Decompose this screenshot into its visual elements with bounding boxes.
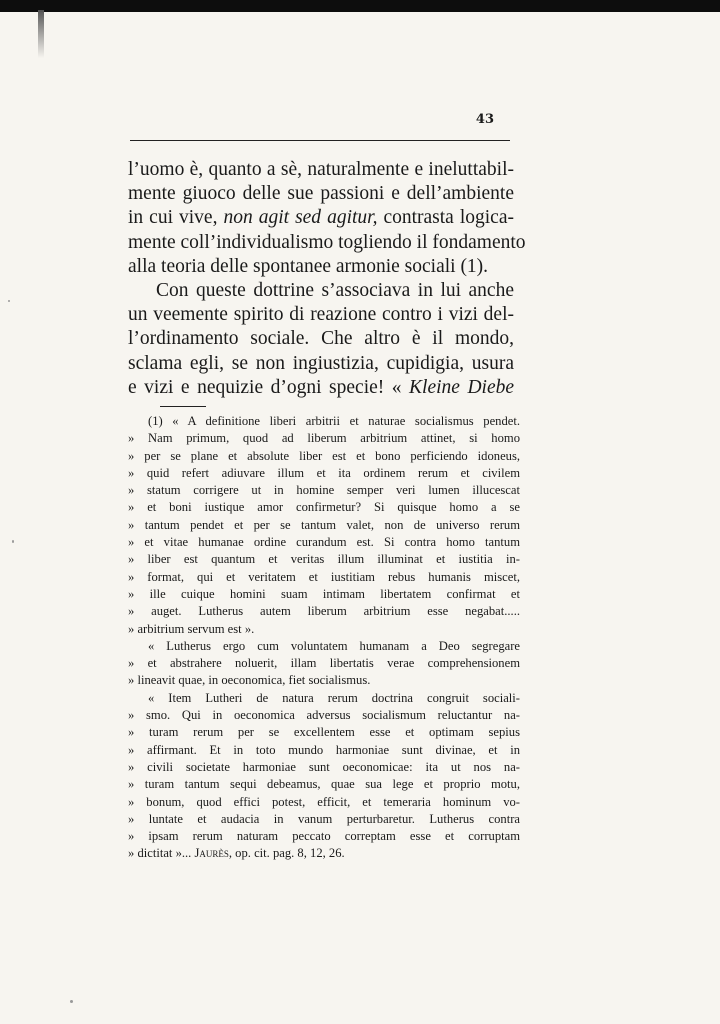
footnote-line: » arbitrium servum est ». — [128, 621, 255, 636]
text-line: mente giuoco delle sue passioni e dell’ambiente — [128, 183, 514, 205]
header-rule — [130, 140, 510, 141]
footnote-line: » et boni iustique amor confirmetur? Si quisque homo a se — [128, 500, 520, 515]
footnote-line: » et abstrahere noluerit, illam libertatis verae comprehensionem — [128, 656, 520, 671]
footnote-line: » format, qui et veritatem et iustitiam rebus humanis miscet, — [128, 569, 520, 584]
text-segment: e vizi e nequizie d’ogni specie! « — [128, 376, 410, 398]
footnote-line — [128, 845, 520, 862]
footnote-line: » luntate et audacia in vanum perturbaretur. Lutherus contra — [128, 811, 520, 826]
text-segment: , op. cit. pag. 8, 12, 26. — [228, 846, 345, 861]
text-segment: » dictitat »... — [128, 846, 195, 861]
page-number: 43 — [475, 112, 494, 127]
author-name: Jaurès — [194, 846, 229, 861]
footnote-line: » civili societate harmoniae sunt oeconomicae: ita ut nos na- — [128, 759, 520, 774]
text-line: l’uomo è, quanto a sè, naturalmente e ineluttabil- — [128, 159, 514, 180]
scan-binding-mark — [38, 10, 44, 58]
scan-top-border — [0, 0, 720, 12]
footnote-rule — [160, 406, 206, 407]
text-line — [128, 206, 514, 230]
footnote-line: » et vitae humanae ordine curandum est. Si contra homo tantum — [128, 535, 520, 550]
footnote-line: » smo. Qui in oeconomica adversus socialismum reluctantur na- — [128, 708, 520, 723]
text-line: sclama egli, se non ingiustizia, cupidigia, usura — [128, 352, 514, 374]
latin-quote: non agit sed agitur, — [223, 207, 378, 229]
footnote-line: » Nam primum, quod ad liberum arbitrium attinet, si homo — [128, 431, 520, 446]
footnote-line: » lineavit quae, in oeconomica, fiet socialismus. — [128, 673, 371, 688]
text-line: l’ordinamento sociale. Che altro è il mondo, — [128, 328, 514, 350]
footnote-line: » ipsam rerum naturam peccato correptam esse et corruptam — [128, 829, 520, 844]
scan-speck — [12, 540, 14, 543]
footnote-line: « Item Lutheri de natura rerum doctrina congruit sociali- — [148, 690, 520, 705]
footnote-line: » ille cuique homini suam intimam libertatem confirmat et — [128, 586, 520, 601]
text-line: un veemente spirito di reazione contro i vizi del- — [128, 304, 514, 326]
footnote-line: « Lutherus ergo cum voluntatem humanam a Deo segregare — [148, 638, 520, 653]
footnote-line: » per se plane et absolute liber est et bono perficiendo idoneus, — [128, 448, 520, 463]
text-line: Con queste dottrine s’associava in lui anche — [156, 280, 514, 302]
scan-speck — [70, 1000, 73, 1003]
text-segment: contrasta logica- — [377, 207, 514, 229]
text-line — [128, 376, 514, 400]
footnotes — [128, 413, 520, 863]
main-text — [128, 158, 526, 400]
footnote-line: (1) « A definitione liberi arbitrii et naturae socialismus pendet. — [148, 414, 520, 428]
footnote-line: » turam tantum sequi debeamus, quae sua lege et proprio motu, — [128, 777, 520, 792]
footnote-line: » tantum pendet et per se tantum valet, non de universo rerum — [128, 517, 520, 532]
footnote-line: » auget. Lutherus autem liberum arbitrium esse negabat..... — [128, 604, 520, 619]
footnote-line: » liber est quantum et veritas illum illuminat et iustitia in- — [128, 552, 520, 567]
text-line: mente coll’individualismo togliendo il fondamento — [128, 231, 526, 253]
german-quote: Kleine Diebe — [409, 376, 514, 398]
scan-speck — [8, 300, 10, 302]
footnote-line: » statum corrigere ut in homine semper veri lumen illucescat — [128, 483, 520, 498]
footnote-line: » quid refert adiuvare illum et ita ordinem rerum et civilem — [128, 465, 520, 480]
footnote-line: » bonum, quod effici potest, efficit, et temeraria hominum vo- — [128, 794, 520, 809]
footnote-line: » affirmant. Et in toto mundo harmoniae sunt divinae, et in — [128, 742, 520, 757]
text-segment: in cui vive, — [128, 207, 224, 229]
text-line: alla teoria delle spontanee armonie sociali (1). — [128, 255, 489, 277]
footnote-line: » turam rerum per se excellentem esse et optimam sepius — [128, 725, 520, 740]
